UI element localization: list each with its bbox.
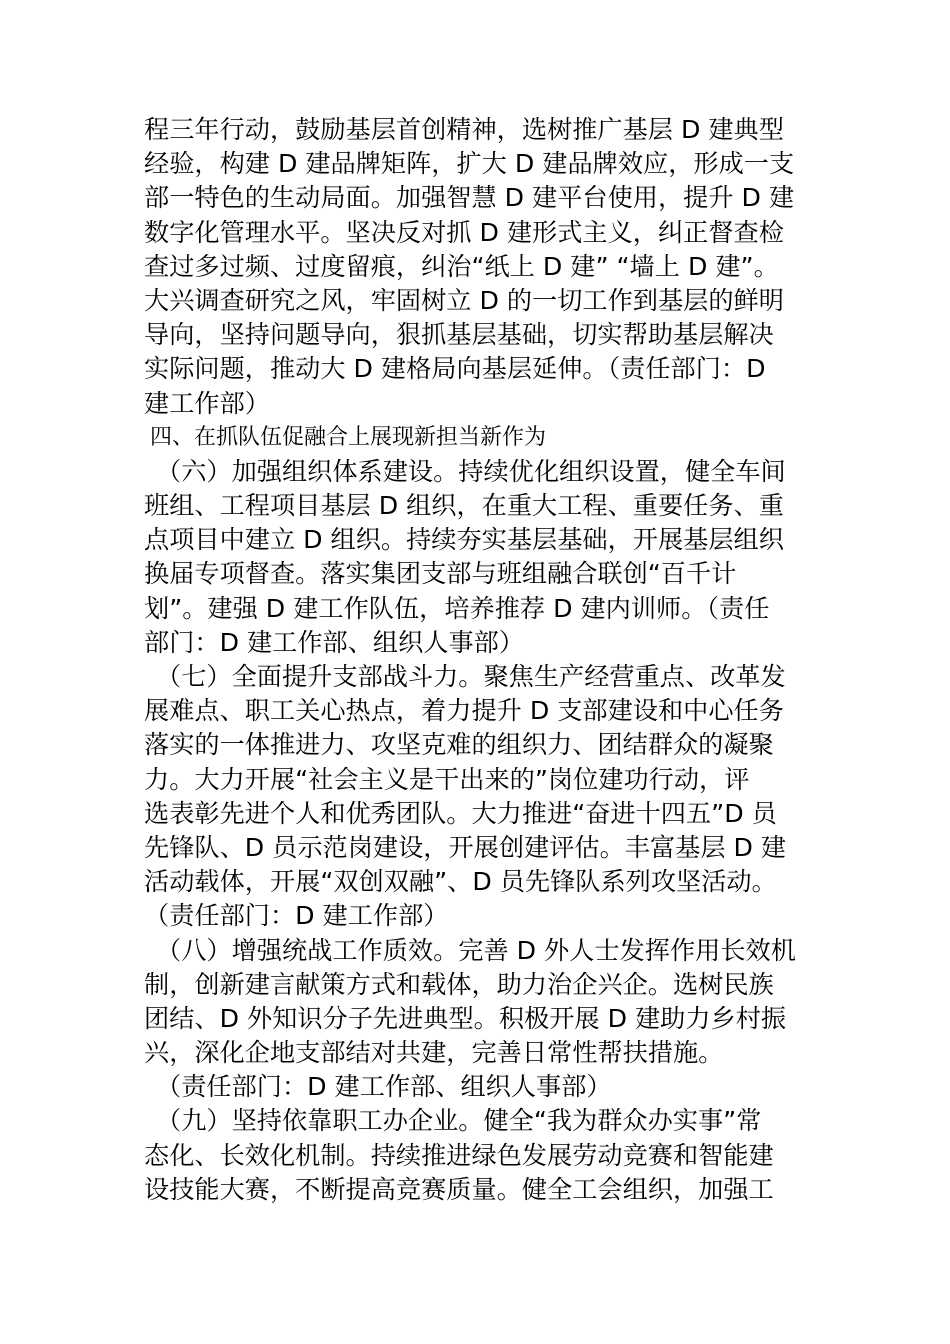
text-line: 建工作部） (144, 388, 270, 418)
text-line: 实际问题，推动大 D 建格局向基层延伸。（责任部门：D (144, 354, 766, 384)
text-line: 部门：D 建工作部、组织人事部） (144, 627, 525, 657)
text-line: （八）增强统战工作质效。完善 D 外人士发挥作用长效机 (156, 935, 796, 965)
text-line: 活动载体，开展“双创双融”、D 员先锋队系列攻坚活动。 (144, 867, 777, 897)
text-line: 制，创新建言献策方式和载体，助力治企兴企。选树民族 (144, 969, 774, 999)
text-line: 程三年行动，鼓励基层首创精神，选树推广基层 D 建典型 (144, 115, 784, 144)
text-line: 落实的一体推进力、攻坚克难的组织力、团结群众的凝聚 (144, 730, 774, 760)
text-line: 数字化管理水平。坚决反对抓 D 建形式主义，纠正督查检 (144, 217, 784, 247)
text-line: 兴，深化企地支部结对共建，完善日常性帮扶措施。 (144, 1038, 724, 1068)
text-line: 团结、D 外知识分子先进典型。积极开展 D 建助力乡村振 (144, 1003, 787, 1033)
text-line: （责任部门：D 建工作部） (144, 901, 449, 931)
text-line: 态化、长效化机制。持续推进绿色发展劳动竞赛和智能建 (144, 1140, 774, 1170)
text-line: 力。大力开展“社会主义是干出来的”岗位建功行动，评 (144, 764, 750, 794)
text-line: 先锋队、D 员示范岗建设，开展创建评估。丰富基层 D 建 (144, 832, 787, 862)
text-line: 经验，构建 D 建品牌矩阵，扩大 D 建品牌效应，形成一支 (144, 149, 795, 179)
text-line: （九）坚持依靠职工办企业。健全“我为群众办实事”常 (156, 1106, 762, 1136)
text-line: 设技能大赛，不断提高竞赛质量。健全工会组织，加强工 (144, 1174, 774, 1204)
text-line: 班组、工程项目基层 D 组织，在重大工程、重要任务、重 (144, 491, 784, 521)
text-line: 导向，坚持问题导向，狠抓基层基础，切实帮助基层解决 (144, 320, 774, 350)
text-line: 展难点、职工关心热点，着力提升 D 支部建设和中心任务 (144, 696, 784, 726)
text-line: （七）全面提升支部战斗力。聚焦生产经营重点、改革发 (156, 662, 786, 691)
text-line: 查过多过频、过度留痕，纠治“纸上 D 建” “墙上 D 建”。 (144, 251, 779, 281)
text-line: （责任部门：D 建工作部、组织人事部） (156, 1072, 612, 1102)
text-line: 点项目中建立 D 组织。持续夯实基层基础，开展基层组织 (144, 525, 784, 555)
text-line: 大兴调查研究之风，牢固树立 D 的一切工作到基层的鲜明 (144, 285, 784, 315)
document-body (144, 113, 814, 1207)
text-line: （六）加强组织体系建设。持续优化组织设置，健全车间 (156, 456, 786, 486)
section-heading: 四、在抓队伍促融合上展现新担当新作为 (150, 424, 547, 450)
text-line: 换届专项督查。落实集团支部与班组融合联创“百千计 (144, 559, 737, 589)
text-line: 选表彰先进个人和优秀团队。大力推进“奋进十四五”D 员 (144, 798, 777, 828)
text-line: 部一特色的生动局面。加强智慧 D 建平台使用，提升 D 建 (144, 183, 795, 213)
text-line: 划”。建强 D 建工作队伍，培养推荐 D 建内训师。（责任 (144, 593, 770, 623)
